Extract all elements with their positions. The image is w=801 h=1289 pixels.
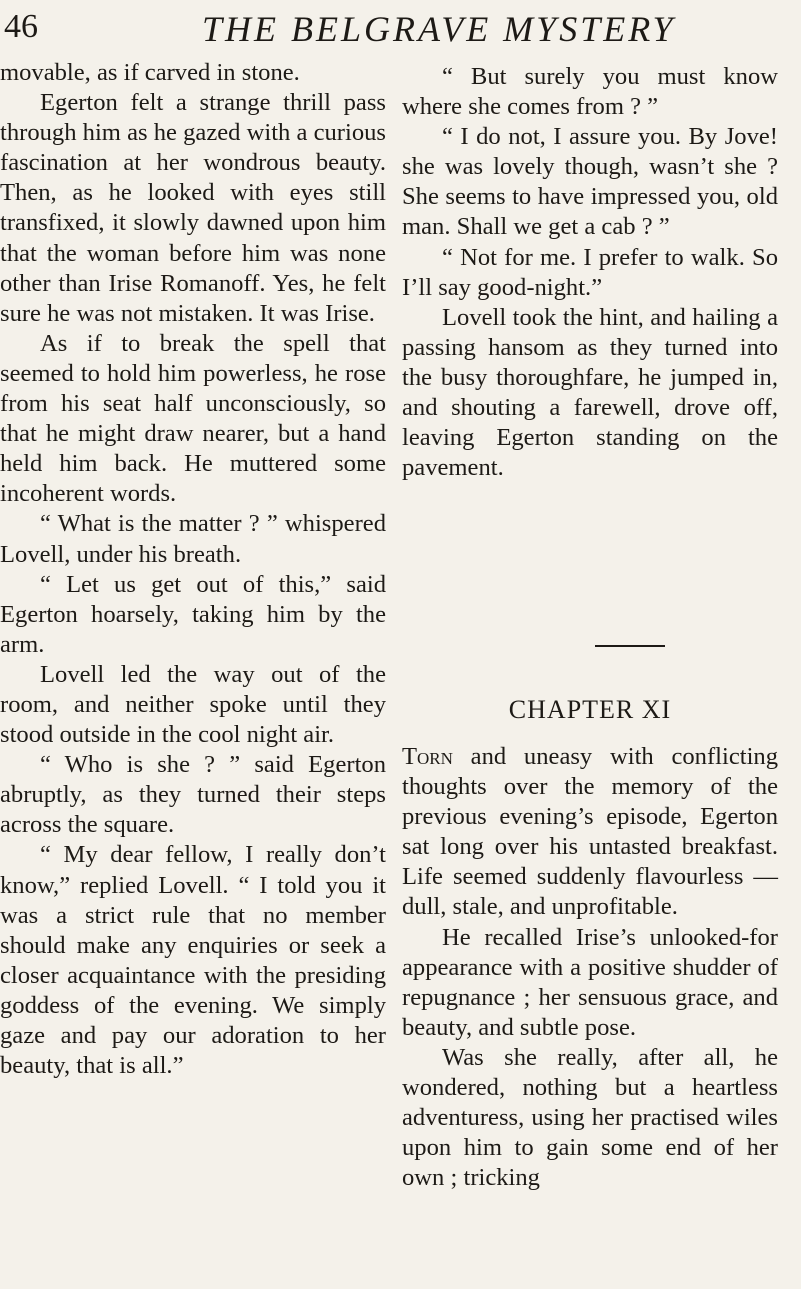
paragraph: Lovell led the way out of the room, and neither spoke until they stood outside in the cool night air. xyxy=(0,660,386,749)
paragraph: “ Let us get out of this,” said Egerton hoarsely, taking him by the arm. xyxy=(0,570,386,658)
paragraph: “ I do not, I assure you. By Jove! she was lovely though, wasn’t she ? She seems to have impressed you, old man. Shall we get a cab ? ” xyxy=(402,123,778,241)
paragraph: movable, as if carved in stone. xyxy=(0,59,300,86)
chapter-opening-paragraph xyxy=(402,742,778,923)
page-header xyxy=(4,6,781,50)
chapter-first-word: Torn xyxy=(402,743,453,770)
paragraph: As if to break the spell that seemed to hold him powerless, he rose from his seat half unconsciously, so that he might draw nearer, but a hand held him back. He muttered some incoherent words. xyxy=(0,329,386,508)
paragraph: “ Who is she ? ” said Egerton abruptly, as they turned their steps across the square. xyxy=(0,751,386,839)
paragraph: “ My dear fellow, I really don’t know,” replied Lovell. “ I told you it was a strict rule that no member should make any enquiries or seek a closer acquaintance with the presiding goddess of the evening. We simply gaze and pay our adoration to her beauty, that is all.” xyxy=(0,841,386,1080)
paragraph: “ But surely you must know where she comes from ? ” xyxy=(402,63,778,121)
paragraph: He recalled Irise’s unlooked-for appearance with a positive shudder of repugnance ; her sensuous grace, and beauty, and subtle pose. xyxy=(402,923,778,1041)
left-column xyxy=(0,58,386,1081)
running-title: THE BELGRAVE MYSTERY xyxy=(202,9,676,49)
paragraph: “ Not for me. I prefer to walk. So I’ll say good-night.” xyxy=(402,243,778,301)
paragraph: “ What is the matter ? ” whispered Lovell, under his breath. xyxy=(0,510,386,568)
chapter-body xyxy=(402,742,778,1193)
chapter-opening-text: and uneasy with conflicting thoughts over the memory of the previous evening’s episode, Egerton sat long over his untasted breakfast. Life seemed suddenly flavourless —dull, stale, and unprofitable. xyxy=(402,743,778,921)
paragraph: Lovell took the hint, and hailing a passing hansom as they turned into the busy thoroughfare, he jumped in, and shouting a farewell, drove off, leaving Egerton standing on the pavement. xyxy=(402,303,778,482)
chapter-heading: CHAPTER XI xyxy=(508,695,672,724)
page-number: 46 xyxy=(4,8,38,45)
right-column xyxy=(402,62,778,483)
paragraph: Egerton felt a strange thrill pass through him as he gazed with a curious fascination at her wondrous beauty. Then, as he looked with eyes still transfixed, it slowly dawned upon him that the woman before him was none other than Irise Romanoff. Yes, he felt sure he was not mistaken. It was Irise. xyxy=(0,89,386,327)
paragraph: Was she really, after all, he wondered, nothing but a heartless adventuress, using her practised wiles upon him to gain some end of her own ; tricking xyxy=(402,1043,778,1192)
section-divider xyxy=(402,643,778,651)
divider-rule xyxy=(595,645,665,647)
